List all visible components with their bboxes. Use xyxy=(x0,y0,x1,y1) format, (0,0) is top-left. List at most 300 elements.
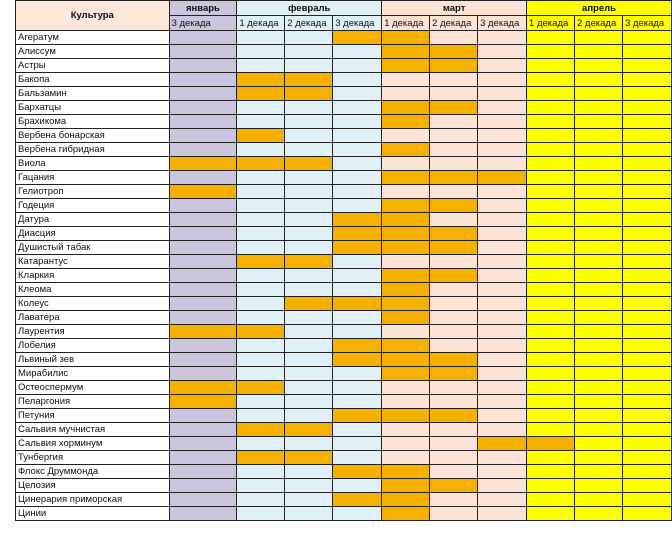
empty-period-cell xyxy=(333,157,382,171)
empty-period-cell xyxy=(478,129,527,143)
empty-period-cell xyxy=(333,87,382,101)
empty-period-cell xyxy=(285,115,333,129)
empty-period-cell xyxy=(622,367,671,381)
empty-period-cell xyxy=(622,409,671,423)
empty-period-cell xyxy=(237,339,285,353)
empty-period-cell xyxy=(478,367,527,381)
empty-period-cell xyxy=(430,395,478,409)
sowing-period-cell xyxy=(478,171,527,185)
decade-header-feb: 3 декада xyxy=(333,16,382,31)
empty-period-cell xyxy=(237,171,285,185)
table-row xyxy=(16,143,672,157)
culture-name-cell: Сальвия мучнистая xyxy=(16,423,170,437)
empty-period-cell xyxy=(478,283,527,297)
sowing-period-cell xyxy=(382,339,430,353)
empty-period-cell xyxy=(575,339,623,353)
empty-period-cell xyxy=(575,31,623,45)
sowing-period-cell xyxy=(430,227,478,241)
table-row xyxy=(16,59,672,73)
empty-period-cell xyxy=(333,101,382,115)
empty-period-cell xyxy=(430,451,478,465)
culture-name-cell: Львиный зев xyxy=(16,353,170,367)
sowing-period-cell xyxy=(430,101,478,115)
empty-period-cell xyxy=(169,199,237,213)
empty-period-cell xyxy=(333,395,382,409)
empty-period-cell xyxy=(237,115,285,129)
empty-period-cell xyxy=(382,423,430,437)
empty-period-cell xyxy=(333,381,382,395)
table-row xyxy=(16,87,672,101)
culture-name-cell: Флокс Друммонда xyxy=(16,465,170,479)
empty-period-cell xyxy=(285,479,333,493)
empty-period-cell xyxy=(575,59,623,73)
decade-header-jan: 3 декада xyxy=(169,16,237,31)
culture-name-cell: Тунбергия xyxy=(16,451,170,465)
empty-period-cell xyxy=(169,73,237,87)
empty-period-cell xyxy=(527,493,575,507)
empty-period-cell xyxy=(285,171,333,185)
empty-period-cell xyxy=(622,143,671,157)
empty-period-cell xyxy=(478,423,527,437)
empty-period-cell xyxy=(237,507,285,521)
empty-period-cell xyxy=(382,129,430,143)
empty-period-cell xyxy=(527,395,575,409)
sowing-period-cell xyxy=(237,325,285,339)
empty-period-cell xyxy=(382,381,430,395)
empty-period-cell xyxy=(478,143,527,157)
empty-period-cell xyxy=(575,73,623,87)
empty-period-cell xyxy=(285,45,333,59)
empty-period-cell xyxy=(527,451,575,465)
empty-period-cell xyxy=(333,45,382,59)
table-row xyxy=(16,185,672,199)
table-row xyxy=(16,423,672,437)
culture-name-cell: Вербена гибридная xyxy=(16,143,170,157)
sowing-period-cell xyxy=(430,171,478,185)
empty-period-cell xyxy=(478,451,527,465)
sowing-period-cell xyxy=(333,31,382,45)
empty-period-cell xyxy=(285,283,333,297)
table-row xyxy=(16,129,672,143)
empty-period-cell xyxy=(169,297,237,311)
empty-period-cell xyxy=(527,227,575,241)
sowing-period-cell xyxy=(237,129,285,143)
sowing-period-cell xyxy=(382,353,430,367)
sowing-period-cell xyxy=(382,241,430,255)
empty-period-cell xyxy=(430,213,478,227)
sowing-period-cell xyxy=(382,311,430,325)
empty-period-cell xyxy=(169,479,237,493)
empty-period-cell xyxy=(575,395,623,409)
sowing-period-cell xyxy=(430,199,478,213)
table-row xyxy=(16,367,672,381)
empty-period-cell xyxy=(575,87,623,101)
empty-period-cell xyxy=(575,45,623,59)
empty-period-cell xyxy=(333,507,382,521)
empty-period-cell xyxy=(527,115,575,129)
empty-period-cell xyxy=(527,465,575,479)
culture-name-cell: Катарантус xyxy=(16,255,170,269)
empty-period-cell xyxy=(333,367,382,381)
empty-period-cell xyxy=(333,129,382,143)
empty-period-cell xyxy=(430,283,478,297)
culture-name-cell: Сальвия хорминум xyxy=(16,437,170,451)
sowing-period-cell xyxy=(169,185,237,199)
table-row xyxy=(16,213,672,227)
empty-period-cell xyxy=(382,451,430,465)
decade-header-apr: 3 декада xyxy=(622,16,671,31)
sowing-period-cell xyxy=(285,451,333,465)
empty-period-cell xyxy=(527,339,575,353)
culture-name-cell: Петуния xyxy=(16,409,170,423)
empty-period-cell xyxy=(237,31,285,45)
empty-period-cell xyxy=(622,283,671,297)
empty-period-cell xyxy=(478,465,527,479)
empty-period-cell xyxy=(333,283,382,297)
empty-period-cell xyxy=(382,87,430,101)
culture-name-cell: Клеома xyxy=(16,283,170,297)
empty-period-cell xyxy=(478,73,527,87)
empty-period-cell xyxy=(169,367,237,381)
empty-period-cell xyxy=(575,381,623,395)
empty-period-cell xyxy=(169,465,237,479)
empty-period-cell xyxy=(333,115,382,129)
empty-period-cell xyxy=(527,479,575,493)
sowing-period-cell xyxy=(333,493,382,507)
culture-column-header: Культура xyxy=(16,1,170,31)
empty-period-cell xyxy=(430,437,478,451)
empty-period-cell xyxy=(237,437,285,451)
empty-period-cell xyxy=(527,101,575,115)
sowing-period-cell xyxy=(382,199,430,213)
empty-period-cell xyxy=(169,59,237,73)
empty-period-cell xyxy=(285,269,333,283)
sowing-period-cell xyxy=(382,409,430,423)
table-row xyxy=(16,409,672,423)
sowing-period-cell xyxy=(237,157,285,171)
table-row xyxy=(16,31,672,45)
empty-period-cell xyxy=(575,227,623,241)
empty-period-cell xyxy=(237,465,285,479)
empty-period-cell xyxy=(285,311,333,325)
sowing-period-cell xyxy=(382,59,430,73)
sowing-period-cell xyxy=(169,381,237,395)
sowing-period-cell xyxy=(333,339,382,353)
sowing-period-cell xyxy=(382,297,430,311)
table-row xyxy=(16,115,672,129)
empty-period-cell xyxy=(575,353,623,367)
empty-period-cell xyxy=(575,199,623,213)
empty-period-cell xyxy=(527,129,575,143)
culture-name-cell: Бальзамин xyxy=(16,87,170,101)
empty-period-cell xyxy=(430,325,478,339)
empty-period-cell xyxy=(575,157,623,171)
table-row xyxy=(16,255,672,269)
empty-period-cell xyxy=(285,227,333,241)
empty-period-cell xyxy=(478,479,527,493)
culture-name-cell: Гацания xyxy=(16,171,170,185)
empty-period-cell xyxy=(622,241,671,255)
empty-period-cell xyxy=(430,507,478,521)
empty-period-cell xyxy=(575,269,623,283)
culture-name-cell: Брахикома xyxy=(16,115,170,129)
empty-period-cell xyxy=(478,297,527,311)
empty-period-cell xyxy=(478,395,527,409)
empty-period-cell xyxy=(333,479,382,493)
empty-period-cell xyxy=(527,381,575,395)
empty-period-cell xyxy=(237,493,285,507)
empty-period-cell xyxy=(575,283,623,297)
empty-period-cell xyxy=(285,199,333,213)
empty-period-cell xyxy=(622,465,671,479)
empty-period-cell xyxy=(478,325,527,339)
table-row xyxy=(16,507,672,521)
sowing-period-cell xyxy=(333,409,382,423)
empty-period-cell xyxy=(478,213,527,227)
empty-period-cell xyxy=(478,31,527,45)
sowing-period-cell xyxy=(382,115,430,129)
table-row xyxy=(16,339,672,353)
sowing-period-cell xyxy=(333,465,382,479)
empty-period-cell xyxy=(237,241,285,255)
empty-period-cell xyxy=(527,143,575,157)
empty-period-cell xyxy=(237,297,285,311)
empty-period-cell xyxy=(478,493,527,507)
sowing-period-cell xyxy=(382,269,430,283)
empty-period-cell xyxy=(169,129,237,143)
sowing-period-cell xyxy=(382,507,430,521)
empty-period-cell xyxy=(478,185,527,199)
empty-period-cell xyxy=(575,451,623,465)
sowing-period-cell xyxy=(333,353,382,367)
sowing-period-cell xyxy=(237,73,285,87)
empty-period-cell xyxy=(478,311,527,325)
empty-period-cell xyxy=(285,143,333,157)
sowing-period-cell xyxy=(382,101,430,115)
decade-header-apr: 1 декада xyxy=(527,16,575,31)
sowing-period-cell xyxy=(169,325,237,339)
empty-period-cell xyxy=(237,59,285,73)
empty-period-cell xyxy=(333,269,382,283)
empty-period-cell xyxy=(169,241,237,255)
empty-period-cell xyxy=(333,143,382,157)
sowing-period-cell xyxy=(382,143,430,157)
sowing-period-cell xyxy=(333,297,382,311)
empty-period-cell xyxy=(333,423,382,437)
table-row xyxy=(16,451,672,465)
empty-period-cell xyxy=(575,129,623,143)
sowing-period-cell xyxy=(285,423,333,437)
table-row xyxy=(16,241,672,255)
table-row xyxy=(16,493,672,507)
culture-name-cell: Цинии xyxy=(16,507,170,521)
empty-period-cell xyxy=(237,101,285,115)
empty-period-cell xyxy=(622,269,671,283)
empty-period-cell xyxy=(575,297,623,311)
sowing-period-cell xyxy=(333,241,382,255)
empty-period-cell xyxy=(430,87,478,101)
sowing-period-cell xyxy=(382,367,430,381)
table-row xyxy=(16,101,672,115)
empty-period-cell xyxy=(237,213,285,227)
empty-period-cell xyxy=(285,465,333,479)
month-header-mar: март xyxy=(382,1,527,16)
empty-period-cell xyxy=(478,115,527,129)
empty-period-cell xyxy=(169,115,237,129)
empty-period-cell xyxy=(382,255,430,269)
empty-period-cell xyxy=(575,367,623,381)
empty-period-cell xyxy=(382,157,430,171)
empty-period-cell xyxy=(575,409,623,423)
empty-period-cell xyxy=(478,255,527,269)
empty-period-cell xyxy=(622,255,671,269)
sowing-period-cell xyxy=(382,171,430,185)
table-row xyxy=(16,45,672,59)
culture-name-cell: Лаурентия xyxy=(16,325,170,339)
sowing-period-cell xyxy=(382,31,430,45)
empty-period-cell xyxy=(169,339,237,353)
empty-period-cell xyxy=(622,451,671,465)
empty-period-cell xyxy=(527,241,575,255)
sowing-period-cell xyxy=(382,479,430,493)
calendar-body xyxy=(16,31,672,521)
empty-period-cell xyxy=(622,115,671,129)
empty-period-cell xyxy=(527,185,575,199)
sowing-period-cell xyxy=(237,87,285,101)
empty-period-cell xyxy=(333,199,382,213)
sowing-period-cell xyxy=(237,423,285,437)
empty-period-cell xyxy=(478,381,527,395)
empty-period-cell xyxy=(622,129,671,143)
sowing-period-cell xyxy=(333,213,382,227)
empty-period-cell xyxy=(333,311,382,325)
empty-period-cell xyxy=(237,395,285,409)
empty-period-cell xyxy=(430,129,478,143)
sowing-period-cell xyxy=(285,297,333,311)
empty-period-cell xyxy=(622,73,671,87)
empty-period-cell xyxy=(285,241,333,255)
empty-period-cell xyxy=(382,185,430,199)
empty-period-cell xyxy=(237,45,285,59)
empty-period-cell xyxy=(478,269,527,283)
empty-period-cell xyxy=(527,409,575,423)
decade-header-mar: 3 декада xyxy=(478,16,527,31)
empty-period-cell xyxy=(430,381,478,395)
empty-period-cell xyxy=(622,87,671,101)
empty-period-cell xyxy=(478,59,527,73)
empty-period-cell xyxy=(285,101,333,115)
empty-period-cell xyxy=(575,507,623,521)
decade-header-feb: 1 декада xyxy=(237,16,285,31)
empty-period-cell xyxy=(527,171,575,185)
culture-name-cell: Душистый табак xyxy=(16,241,170,255)
table-row xyxy=(16,73,672,87)
empty-period-cell xyxy=(622,507,671,521)
sowing-period-cell xyxy=(430,45,478,59)
sowing-period-cell xyxy=(333,227,382,241)
empty-period-cell xyxy=(527,157,575,171)
sowing-period-cell xyxy=(285,87,333,101)
empty-period-cell xyxy=(430,339,478,353)
empty-period-cell xyxy=(333,171,382,185)
empty-period-cell xyxy=(169,213,237,227)
empty-period-cell xyxy=(237,269,285,283)
empty-period-cell xyxy=(622,101,671,115)
empty-period-cell xyxy=(169,493,237,507)
empty-period-cell xyxy=(527,59,575,73)
empty-period-cell xyxy=(237,479,285,493)
table-row xyxy=(16,297,672,311)
empty-period-cell xyxy=(622,227,671,241)
empty-period-cell xyxy=(622,171,671,185)
culture-name-cell: Агератум xyxy=(16,31,170,45)
month-header-apr: апрель xyxy=(527,1,672,16)
sowing-period-cell xyxy=(237,255,285,269)
empty-period-cell xyxy=(237,185,285,199)
sowing-period-cell xyxy=(430,241,478,255)
empty-period-cell xyxy=(285,59,333,73)
empty-period-cell xyxy=(622,199,671,213)
empty-period-cell xyxy=(285,325,333,339)
empty-period-cell xyxy=(622,353,671,367)
sowing-period-cell xyxy=(382,283,430,297)
empty-period-cell xyxy=(430,297,478,311)
empty-period-cell xyxy=(478,87,527,101)
empty-period-cell xyxy=(527,353,575,367)
culture-name-cell: Бархатцы xyxy=(16,101,170,115)
table-row xyxy=(16,381,672,395)
empty-period-cell xyxy=(575,423,623,437)
empty-period-cell xyxy=(237,367,285,381)
empty-period-cell xyxy=(169,423,237,437)
empty-period-cell xyxy=(575,479,623,493)
empty-period-cell xyxy=(622,311,671,325)
empty-period-cell xyxy=(575,185,623,199)
table-row xyxy=(16,395,672,409)
empty-period-cell xyxy=(430,493,478,507)
empty-period-cell xyxy=(622,213,671,227)
empty-period-cell xyxy=(527,269,575,283)
empty-period-cell xyxy=(333,437,382,451)
empty-period-cell xyxy=(430,185,478,199)
empty-period-cell xyxy=(622,395,671,409)
culture-name-cell: Мирабилис xyxy=(16,367,170,381)
empty-period-cell xyxy=(575,171,623,185)
culture-name-cell: Цинерария приморская xyxy=(16,493,170,507)
empty-period-cell xyxy=(527,73,575,87)
sowing-period-cell xyxy=(285,73,333,87)
empty-period-cell xyxy=(333,325,382,339)
culture-name-cell: Целозия xyxy=(16,479,170,493)
table-row xyxy=(16,269,672,283)
decade-header-mar: 2 декада xyxy=(430,16,478,31)
empty-period-cell xyxy=(575,115,623,129)
empty-period-cell xyxy=(285,507,333,521)
empty-period-cell xyxy=(285,213,333,227)
empty-period-cell xyxy=(527,297,575,311)
culture-name-cell: Датура xyxy=(16,213,170,227)
empty-period-cell xyxy=(285,353,333,367)
month-header-row xyxy=(16,1,672,16)
table-row xyxy=(16,227,672,241)
culture-name-cell: Лаватера xyxy=(16,311,170,325)
empty-period-cell xyxy=(430,31,478,45)
empty-period-cell xyxy=(622,297,671,311)
empty-period-cell xyxy=(622,479,671,493)
sowing-period-cell xyxy=(382,227,430,241)
culture-name-cell: Бакопа xyxy=(16,73,170,87)
decade-header-apr: 2 декада xyxy=(575,16,623,31)
